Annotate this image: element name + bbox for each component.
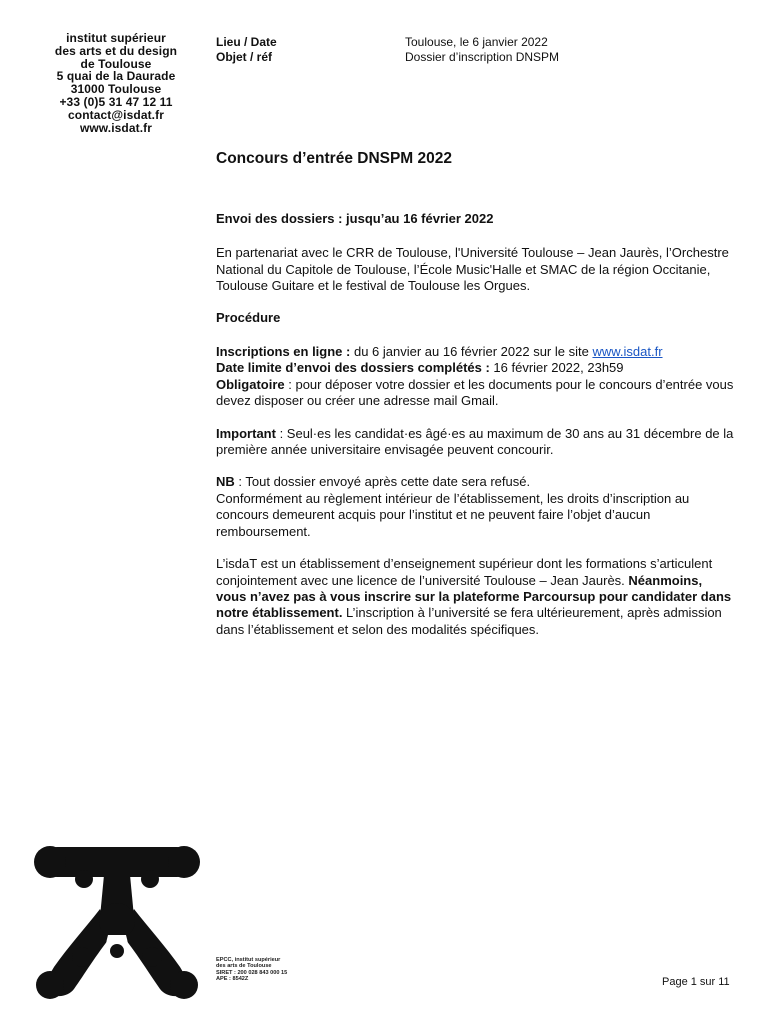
sender-line: de Toulouse <box>80 56 152 71</box>
partenariat-paragraph: En partenariat avec le CRR de Toulouse, l'Université Toulouse – Jean Jaurès, l’Orchestre National du Capitole de Toulouse, l’École Music'Halle et SMAC de la région Occitanie, Toulouse Guitare et le festival de Toulouse les Orgues. <box>216 245 729 294</box>
sender-line: institut supérieur <box>66 31 166 45</box>
sender-line: 5 quai de la Daurade <box>56 69 176 84</box>
text-run: du 6 janvier au 16 février 2022 sur le site <box>350 344 593 360</box>
page-number: Page 1 sur 11 <box>662 976 730 988</box>
legal-line: EPCC, institut supérieur <box>216 957 281 963</box>
bold-run: NB <box>216 474 235 490</box>
procedure-heading: Procédure <box>216 309 281 325</box>
sender-address-block <box>40 32 192 134</box>
sender-line: www.isdat.fr <box>79 120 153 135</box>
meta-values <box>405 35 559 64</box>
isdat-website-link[interactable]: www.isdat.fr <box>592 344 663 360</box>
document-title: Concours d’entrée DNSPM 2022 <box>216 150 453 167</box>
meta-value-date: Toulouse, le 6 janvier 2022 <box>405 35 548 49</box>
isdat-paragraph <box>216 556 734 638</box>
bold-run: Obligatoire <box>216 376 285 392</box>
meta-value-objet: Dossier d’inscription DNSPM <box>405 49 560 64</box>
procedure-line <box>216 360 734 376</box>
sender-line: 31000 Toulouse <box>70 82 162 97</box>
meta-label-objet: Objet / réf <box>216 49 273 64</box>
nb-block <box>216 474 734 540</box>
important-paragraph <box>216 426 734 459</box>
text-run: 16 février 2022, 23h59 <box>489 360 624 376</box>
legal-line: SIRET : 200 028 843 000 15 <box>216 969 288 976</box>
text-run: : Tout dossier envoyé après cette date sera refusé. <box>234 474 531 490</box>
sender-line: contact@isdat.fr <box>68 107 164 122</box>
procedure-line <box>216 377 734 410</box>
text-run: L’isdaT est un établissement d’enseignement supérieur dont les formations s’articulent conjointement avec une licence de l’université Toulouse – Jean Jaurès. <box>216 556 713 588</box>
text-run: : Seul·es les candidat·es âgé·es au maximum de 30 ans au 31 décembre de la première année universitaire envisagée peuvent concourir. <box>216 425 734 458</box>
procedure-block <box>216 344 734 410</box>
bold-run: Néanmoins, vous n’avez pas à vous inscrire sur la plateforme Parcoursup pour candidater dans notre établissement. <box>216 572 732 621</box>
legal-line: des arts de Toulouse <box>216 963 272 970</box>
envoi-heading: Envoi des dossiers : jusqu’au 16 février 2022 <box>216 211 494 226</box>
bold-run: Important <box>216 425 276 441</box>
text-run: Conformément au règlement intérieur de l’établissement, les droits d’inscription au concours demeurent acquis pour l’institut et ne peuvent faire l’objet d’aucun remboursement. <box>216 490 690 539</box>
bold-run: Date limite d’envoi des dossiers complétés : <box>216 360 490 376</box>
sender-line: des arts et du design <box>54 43 178 58</box>
nb-line <box>216 491 734 540</box>
text-run: : pour déposer votre dossier et les documents pour le concours d’entrée vous devez disposer ou créer une adresse mail Gmail. <box>216 376 734 409</box>
bold-run: Inscriptions en ligne : <box>216 344 351 360</box>
isdat-logo-icon <box>34 839 200 1001</box>
letter-body <box>216 211 734 638</box>
meta-label-lieu-date: Lieu / Date <box>216 35 277 49</box>
nb-line <box>216 474 734 490</box>
legal-footer <box>216 957 287 983</box>
sender-line: +33 (0)5 31 47 12 11 <box>59 94 173 109</box>
legal-line: APE : 8542Z <box>216 976 249 983</box>
text-run: L’inscription à l’université se fera ultérieurement, après admission dans l’établissement et selon des modalités spécifiques. <box>216 605 722 637</box>
procedure-line <box>216 344 734 360</box>
meta-labels <box>216 35 277 64</box>
